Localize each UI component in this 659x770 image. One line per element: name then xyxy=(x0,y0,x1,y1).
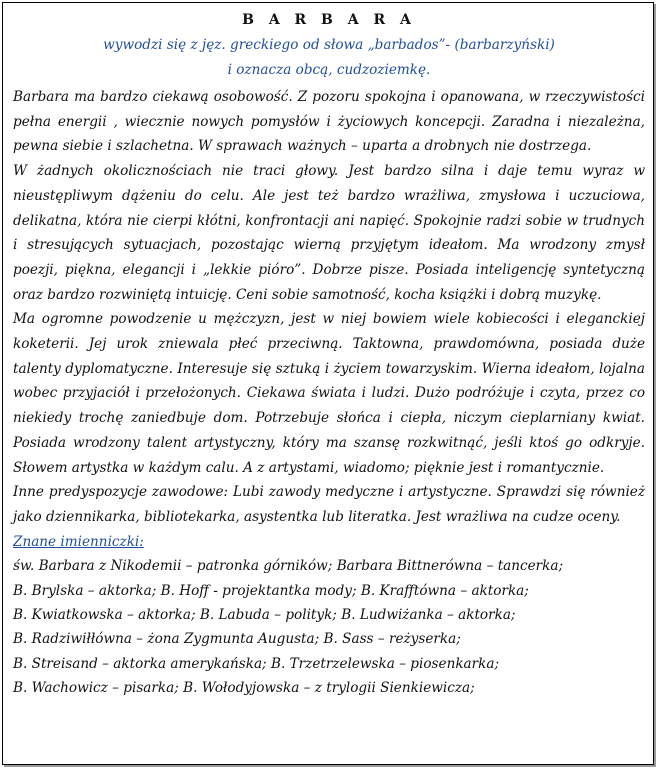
list-item: B. Radziwiłłówna – żona Zygmunta Augusta; B. Sass – reżyserka; xyxy=(13,631,461,648)
document-content xyxy=(13,11,645,701)
famous-namesakes-heading[interactable]: Znane imienniczki: xyxy=(13,533,144,550)
name-origin-line-1: wywodzi się z jęz. greckiego od słowa „barbados”- (barbarzyński) xyxy=(103,37,555,53)
list-item: B. Streisand – aktorka amerykańska; B. Trzetrzelewska – piosenkarka; xyxy=(13,655,500,672)
name-origin xyxy=(13,33,645,83)
paragraph-personality: Barbara ma bardzo ciekawą osobowość. Z pozoru spokojna i opanowana, w rzeczywistości pełna energii , wiecznie nowych pomysłów i życiowych koncepcji. Zaradna i niezależna, pewna siebie i szlachetna. W sprawach ważnych – uparta a drobnych nie dostrzega. xyxy=(13,89,645,155)
document-frame xyxy=(2,2,654,765)
page-title: B A R B A R A xyxy=(242,12,416,28)
list-item: B. Brylska – aktorka; B. Hoff - projektantka mody; B. Krafftówna – aktorka; xyxy=(13,582,529,599)
famous-namesakes-list xyxy=(13,554,645,700)
name-origin-line-2: i oznacza obcą, cudzoziemkę. xyxy=(227,62,431,78)
paragraph-character: W żadnych okolicznościach nie traci głowy. Jest bardzo silna i daje temu wyraz w nieustępliwym dążeniu do celu. Ale jest też bardzo wrażliwa, zmysłowa i uczuciowa, delikatna, która nie cierpi kłótni, konfrontacji ani napięć. Spokojnie radzi sobie w trudnych i stresujących sytuacjach, pozostając wierną przyjętym ideałom. Ma wrodzony zmysł poezji, piękna, elegancji i „lekkie pióro”. Dobrze pisze. Posiada inteligencję syntetyczną oraz bardzo rozwiniętą intuicję. Ceni sobie samotność, kocha książki i dobrą muzykę. xyxy=(13,163,645,303)
list-item: B. Kwiatkowska – aktorka; B. Labuda – polityk; B. Ludwiżanka – aktorka; xyxy=(13,607,516,624)
paragraph-career: Inne predyspozycje zawodowe: Lubi zawody medyczne i artystyczne. Sprawdzi się również jako dziennikarka, bibliotekarka, asystentka lub literatka. Jest wrażliwa na cudze oceny. xyxy=(13,484,645,525)
list-item: św. Barbara z Nikodemii – patronka górników; Barbara Bittnerówna – tancerka; xyxy=(13,558,564,575)
list-item: B. Wachowicz – pisarka; B. Wołodyjowska – z trylogii Sienkiewicza; xyxy=(13,680,475,697)
paragraph-relationships: Ma ogromne powodzenie u mężczyzn, jest w niej bowiem wiele kobiecości i eleganckiej koketerii. Jej urok zniewala płeć przeciwną. Taktowna, prawdomówna, posiada duże talenty dyplomatyczne. Interesuje się sztuką i życiem towarzyskim. Wierna ideałom, lojalna wobec przyjaciół i przełożonych. Ciekawa świata i ludzi. Dużo podróżuje i czyta, przez co niekiedy trochę zaniedbuje dom. Potrzebuje słońca i ciepła, niczym cieplarniany kwiat. Posiada wrodzony talent artystyczny, który ma szansę rozkwitnąć, jeśli ktoś go odkryje. Słowem artystka w każdym calu. A z artystami, wiadomo; pięknie jest i romantycznie. xyxy=(13,311,645,476)
